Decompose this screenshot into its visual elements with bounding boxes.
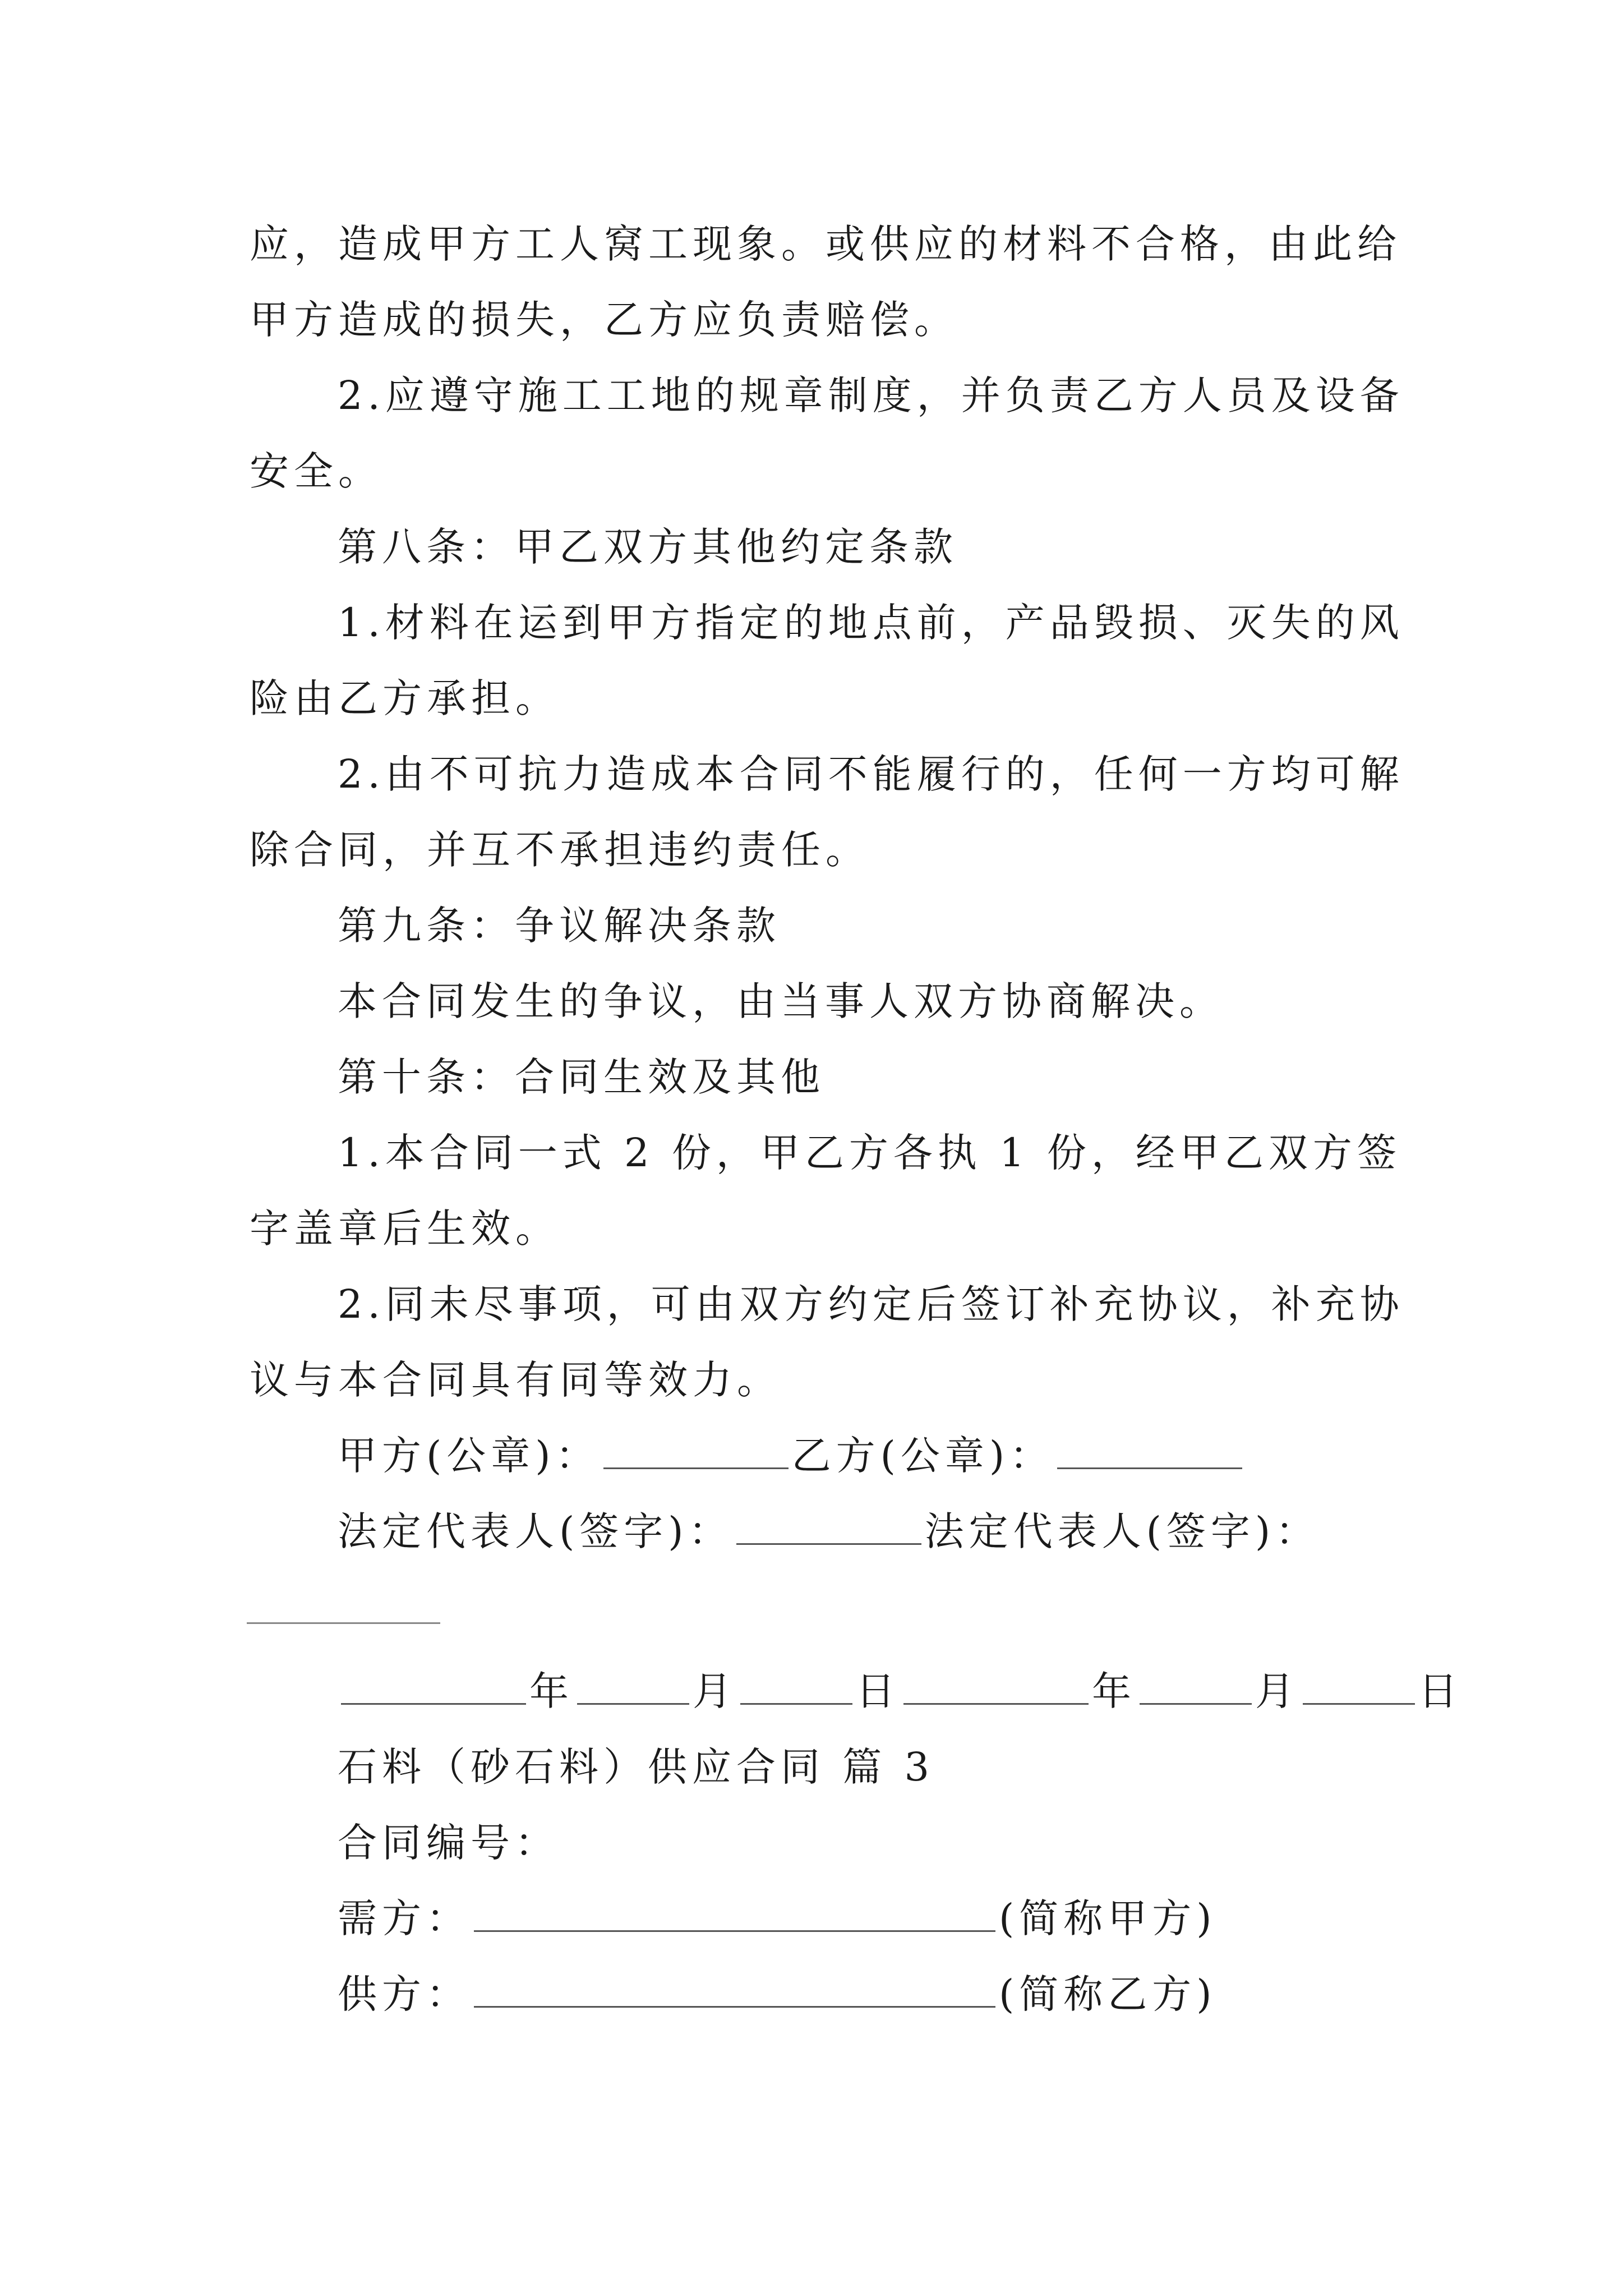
paragraph-line: 除合同，并互不承担违约责任。	[250, 827, 870, 873]
rep-b-label: 法定代表人(签字)：	[924, 1508, 1320, 1554]
date-line	[338, 1663, 1482, 1719]
buyer-line	[338, 1890, 1482, 1947]
rep-b-blank	[247, 1622, 440, 1624]
month-label: 月	[1255, 1668, 1299, 1714]
article-heading: 第十条：合同生效及其他	[338, 1054, 825, 1100]
date-b-day-blank	[1303, 1664, 1415, 1705]
paragraph-line: 1.材料在运到甲方指定的地点前，产品毁损、灭失的风	[338, 600, 1404, 646]
day-label: 日	[856, 1668, 900, 1714]
supplier-note: (简称乙方)	[999, 1971, 1217, 2017]
year-label: 年	[529, 1668, 574, 1714]
paragraph-line: 本合同发生的争议，由当事人双方协商解决。	[338, 978, 1224, 1024]
rep-a-blank	[736, 1504, 921, 1545]
supplier-line	[338, 1966, 1482, 2022]
buyer-note: (简称甲方)	[999, 1895, 1217, 1941]
party-b-seal-blank	[1057, 1428, 1242, 1469]
paragraph-line: 议与本合同具有同等效力。	[250, 1357, 781, 1403]
buyer-blank	[474, 1891, 995, 1932]
party-a-seal-label: 甲方(公章)：	[338, 1433, 600, 1479]
representative-line	[338, 1503, 1482, 1559]
paragraph-line: 2.由不可抗力造成本合同不能履行的，任何一方均可解	[338, 751, 1404, 797]
paragraph-line: 险由乙方承担。	[250, 675, 560, 721]
supplier-blank	[474, 1967, 995, 2008]
section-title: 石料（砂石料）供应合同 篇 3	[338, 1744, 935, 1790]
day-label: 日	[1418, 1668, 1463, 1714]
party-b-seal-label: 乙方(公章)：	[791, 1433, 1054, 1479]
date-b-month-blank	[1140, 1664, 1252, 1705]
paragraph-line: 甲方造成的损失，乙方应负责赔偿。	[250, 297, 958, 343]
article-heading: 第九条：争议解决条款	[338, 903, 781, 949]
party-a-seal-blank	[603, 1428, 789, 1469]
contract-number-label: 合同编号：	[338, 1820, 559, 1866]
date-b-year-blank	[903, 1664, 1089, 1705]
paragraph-line: 安全。	[250, 448, 382, 494]
date-a-month-blank	[577, 1664, 689, 1705]
month-label: 月	[693, 1668, 737, 1714]
paragraph-line: 字盖章后生效。	[250, 1205, 560, 1251]
date-a-year-blank	[341, 1664, 526, 1705]
buyer-label: 需方：	[338, 1895, 471, 1941]
article-heading: 第八条：甲乙双方其他约定条款	[338, 524, 958, 570]
date-a-day-blank	[740, 1664, 852, 1705]
paragraph-line: 2.同未尽事项，可由双方约定后签订补充协议，补充协	[338, 1281, 1404, 1327]
supplier-label: 供方：	[338, 1971, 471, 2017]
paragraph-line: 2.应遵守施工工地的规章制度，并负责乙方人员及设备	[338, 372, 1404, 418]
rep-a-label: 法定代表人(签字)：	[338, 1508, 733, 1554]
year-label: 年	[1092, 1668, 1136, 1714]
paragraph-line: 1.本合同一式 2 份，甲乙方各执 1 份，经甲乙双方签	[338, 1130, 1401, 1176]
seal-line	[338, 1428, 1482, 1484]
paragraph-line: 应，造成甲方工人窝工现象。或供应的材料不合格，由此给	[250, 221, 1401, 267]
